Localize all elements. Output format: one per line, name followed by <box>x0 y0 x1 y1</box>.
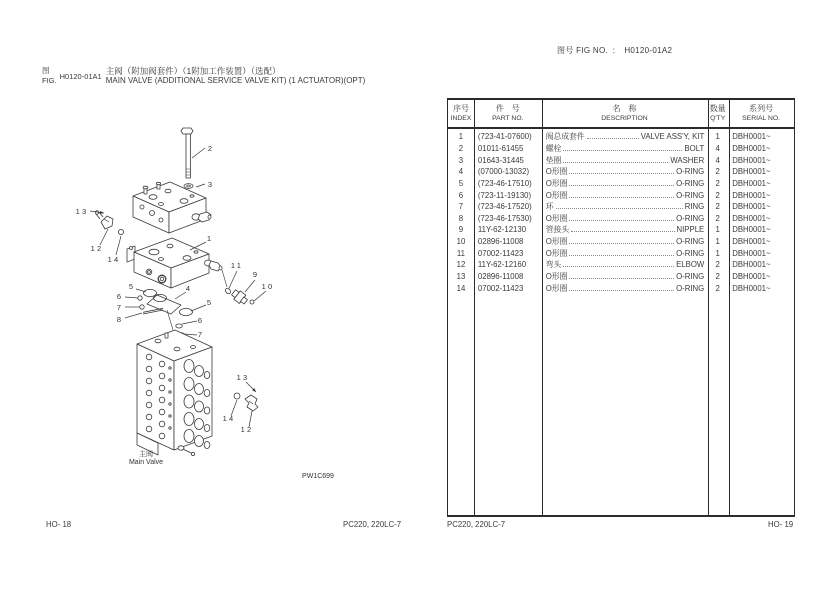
cell-serial-no: DBH0001~ <box>732 283 771 293</box>
cell-serial-no: DBH0001~ <box>732 178 771 188</box>
cell-index: 11 <box>456 248 465 258</box>
callout-number: 13 <box>236 373 250 382</box>
cell-description <box>542 248 708 259</box>
cell-part-no: 02896-11008 <box>477 237 524 247</box>
dotted-leader <box>587 138 639 139</box>
table-row <box>448 189 794 201</box>
cell-index: 13 <box>456 272 466 281</box>
description-cn: O形圈 <box>545 272 568 281</box>
footer-left-model: PC220, 220LC-7 <box>343 520 402 529</box>
description-en: WASHER <box>670 155 705 165</box>
callout-number: 5 <box>206 298 214 307</box>
fig-cn: 图 <box>42 66 50 75</box>
footer-left-page-no: HO- 18 <box>46 520 72 529</box>
cell-index: 8 <box>458 213 464 223</box>
cell-qty: 4 <box>715 143 720 153</box>
bolt-part <box>181 128 193 178</box>
description-cn: 垫圈 <box>545 155 562 165</box>
callout-number: 14 <box>107 255 121 264</box>
cell-part-no: (723-11-19130) <box>477 190 532 200</box>
dotted-leader <box>569 197 674 198</box>
callout-leader <box>175 292 186 299</box>
parts-table <box>447 98 795 517</box>
callout-leader <box>136 289 146 292</box>
header-serial: 系列号 SERIAL NO. <box>742 104 781 122</box>
table-row <box>448 201 794 213</box>
callout-number: 8 <box>116 315 124 324</box>
callout-number: 3 <box>207 180 215 189</box>
cell-part-no: 01011-61455 <box>477 143 524 153</box>
cell-part-no: 02896-11008 <box>477 272 524 281</box>
cell-index: 10 <box>456 237 466 247</box>
table-header <box>448 100 794 129</box>
cell-qty: 2 <box>715 167 720 177</box>
callout-leader <box>190 242 206 250</box>
callout-number: 12 <box>240 425 254 434</box>
cell-part-no: (723-41-07600) <box>477 132 532 142</box>
footer-right-page-no: HO- 19 <box>768 520 794 529</box>
elbow-parts <box>234 393 258 411</box>
cell-qty: 2 <box>715 283 720 293</box>
table-row <box>448 247 794 259</box>
callout-number: 6 <box>116 292 124 301</box>
cell-serial-no: DBH0001~ <box>732 132 771 142</box>
description-en: ELBOW <box>676 260 705 270</box>
table-row <box>448 178 794 190</box>
cell-description <box>542 213 708 224</box>
callout-number: 10 <box>261 282 275 291</box>
description-cn: O形圈 <box>545 167 568 177</box>
cell-part-no: (723-46-17520) <box>477 202 532 212</box>
cell-part-no: 07002-11423 <box>477 248 524 258</box>
cell-serial-no: DBH0001~ <box>732 225 771 235</box>
callout-leader <box>182 321 197 324</box>
callout-number: 1 <box>206 234 214 243</box>
main-valve-label-cn: 主阀 <box>139 451 153 458</box>
cell-description <box>542 178 708 189</box>
cell-index: 2 <box>458 143 464 153</box>
footer-right-model: PC220, 220LC-7 <box>447 520 506 529</box>
washer-part <box>184 184 193 189</box>
callout-leader <box>229 271 237 288</box>
fig-en: FIG. <box>42 75 57 85</box>
dotted-leader <box>556 208 683 209</box>
cell-description <box>542 190 708 201</box>
callout-leader <box>116 236 121 255</box>
cell-part-no: 01643-31445 <box>477 155 524 165</box>
description-cn: O形圈 <box>545 283 568 293</box>
table-row <box>448 259 794 271</box>
title-block <box>42 66 365 86</box>
description-en: O-RING <box>676 190 705 200</box>
callout-number: 6 <box>197 316 205 325</box>
cell-part-no: 07002-11423 <box>477 283 524 293</box>
fig-no-separator: ： <box>612 46 621 55</box>
cell-index: 1 <box>458 132 464 142</box>
table-row <box>448 166 794 178</box>
description-cn: O形圈 <box>545 178 568 188</box>
cell-index: 9 <box>458 225 464 235</box>
cell-qty: 1 <box>715 132 720 142</box>
callout-leader <box>125 297 138 298</box>
callout-number: 2 <box>207 144 215 153</box>
dotted-leader <box>569 278 674 279</box>
cell-qty: 2 <box>715 202 720 212</box>
cell-serial-no: DBH0001~ <box>732 167 771 177</box>
description-cn: O形圈 <box>545 213 568 223</box>
dotted-leader <box>571 231 674 232</box>
cell-serial-no: DBH0001~ <box>732 260 771 270</box>
cell-index: 4 <box>458 167 464 177</box>
cell-qty: 1 <box>715 248 720 258</box>
callout-leader <box>100 229 108 245</box>
callout-leader <box>245 280 255 292</box>
table-row <box>448 224 794 236</box>
callout-number: 12 <box>90 244 104 253</box>
cell-description <box>542 236 708 247</box>
cell-index: 14 <box>456 283 466 293</box>
upper-valve-block <box>133 182 211 233</box>
cell-serial-no: DBH0001~ <box>732 143 771 153</box>
cell-description <box>542 131 708 142</box>
callout-arrowhead <box>100 211 104 214</box>
cell-index: 12 <box>456 260 466 270</box>
callout-number: 11 <box>230 261 244 270</box>
cell-part-no: (723-46-17530) <box>477 213 532 223</box>
description-cn: 弯头 <box>545 260 562 270</box>
cell-description <box>542 224 708 235</box>
description-en: O-RING <box>676 167 705 177</box>
dotted-leader <box>569 220 674 221</box>
table-row <box>448 236 794 248</box>
cell-description <box>542 143 708 154</box>
header-index: 序号 INDEX <box>450 104 472 122</box>
drawing-number: PW1C699 <box>302 473 334 480</box>
dotted-leader <box>569 243 674 244</box>
description-en: O-RING <box>676 178 705 188</box>
cell-qty: 2 <box>715 178 720 188</box>
cell-part-no: 11Y-62-12130 <box>477 225 527 235</box>
dotted-leader <box>569 173 674 174</box>
callout-number: 7 <box>197 330 205 339</box>
callout-number: 9 <box>252 270 260 279</box>
description-en: O-RING <box>676 248 705 258</box>
callout-number: 5 <box>128 282 136 291</box>
kit-valve-block <box>127 238 227 288</box>
description-en: O-RING <box>676 213 705 223</box>
description-en: O-RING <box>676 237 705 247</box>
dotted-leader <box>569 185 674 186</box>
description-cn: O形圈 <box>545 248 568 258</box>
callout-leader <box>196 184 205 187</box>
cell-qty: 1 <box>715 237 720 247</box>
cell-qty: 2 <box>715 260 720 270</box>
cell-serial-no: DBH0001~ <box>732 213 771 223</box>
description-cn: 阀总成套件 <box>545 132 585 142</box>
parts-table-body <box>448 129 794 294</box>
description-cn: 螺栓 <box>545 143 562 153</box>
cell-index: 6 <box>458 190 464 200</box>
cell-index: 5 <box>458 178 464 188</box>
page-title-en: MAIN VALVE (ADDITIONAL SERVICE VALVE KIT) (1 ACTUATOR)(OPT) <box>105 76 366 85</box>
cell-description <box>542 271 708 282</box>
description-cn: O形圈 <box>545 190 568 200</box>
cell-description <box>542 166 708 177</box>
cell-serial-no: DBH0001~ <box>732 190 771 200</box>
table-row <box>448 271 794 283</box>
cell-index: 7 <box>458 202 464 212</box>
cell-qty: 2 <box>715 190 720 200</box>
callout-leader <box>254 291 266 301</box>
fig-no-line <box>557 45 676 56</box>
cell-serial-no: DBH0001~ <box>732 202 771 212</box>
cell-serial-no: DBH0001~ <box>732 272 771 281</box>
cell-part-no: 11Y-62-12160 <box>477 260 527 270</box>
cell-description <box>542 201 708 212</box>
cell-part-no: (723-46-17510) <box>477 178 532 188</box>
header-description: 名 称 DESCRIPTION <box>601 104 648 122</box>
cell-description <box>542 283 708 294</box>
main-valve-block <box>137 330 212 456</box>
table-row <box>448 282 794 294</box>
oring-cluster <box>138 289 193 337</box>
header-qty: 数量 Q'TY <box>709 104 726 122</box>
fig-code: H0120-01A1 <box>59 72 102 81</box>
cell-serial-no: DBH0001~ <box>732 237 771 247</box>
cell-description <box>542 155 708 166</box>
main-valve-label-en: Main Valve <box>128 459 164 466</box>
callout-number: 4 <box>185 284 193 293</box>
cell-part-no: (07000-13032) <box>477 167 530 177</box>
description-en: BOLT <box>684 143 705 153</box>
cell-qty: 2 <box>715 213 720 223</box>
dotted-leader <box>563 162 668 163</box>
cell-serial-no: DBH0001~ <box>732 248 771 258</box>
description-en: O-RING <box>676 272 705 281</box>
cell-qty: 1 <box>715 225 720 235</box>
dotted-leader <box>569 255 674 256</box>
left-fitting-parts <box>95 211 123 235</box>
cell-qty: 2 <box>715 272 720 281</box>
fig-no-value: H0120-01A2 <box>624 46 673 55</box>
table-row <box>448 212 794 224</box>
description-cn: O形圈 <box>545 237 568 247</box>
description-en: O-RING <box>676 283 705 293</box>
cell-index: 3 <box>458 155 464 165</box>
nipple-parts <box>224 287 254 306</box>
fig-no-label: 图号 FIG NO. <box>557 46 608 55</box>
table-row <box>448 154 794 166</box>
description-en: VALVE ASS'Y, KIT <box>640 132 705 142</box>
dotted-leader <box>563 150 682 151</box>
cell-description <box>542 259 708 270</box>
header-part-no: 件 号 PART NO. <box>492 104 524 122</box>
callout-leader <box>125 313 142 318</box>
dotted-leader <box>563 266 674 267</box>
description-en: RING <box>684 202 705 212</box>
page-title-cn: 主阀（附加阀套件）（1附加工作装置）（选配） <box>105 66 281 76</box>
callout-leader <box>192 148 205 158</box>
dotted-leader <box>569 290 674 291</box>
cell-serial-no: DBH0001~ <box>732 155 771 165</box>
callout-number: 13 <box>75 207 89 216</box>
description-cn: 管接头 <box>545 225 570 235</box>
description-en: NIPPLE <box>676 225 705 235</box>
callout-leader <box>191 305 206 311</box>
callout-number: 14 <box>222 414 236 423</box>
description-cn: 环 <box>545 202 554 212</box>
table-row <box>448 131 794 143</box>
callout-number: 7 <box>116 303 124 312</box>
table-row <box>448 143 794 155</box>
cell-qty: 4 <box>715 155 720 165</box>
